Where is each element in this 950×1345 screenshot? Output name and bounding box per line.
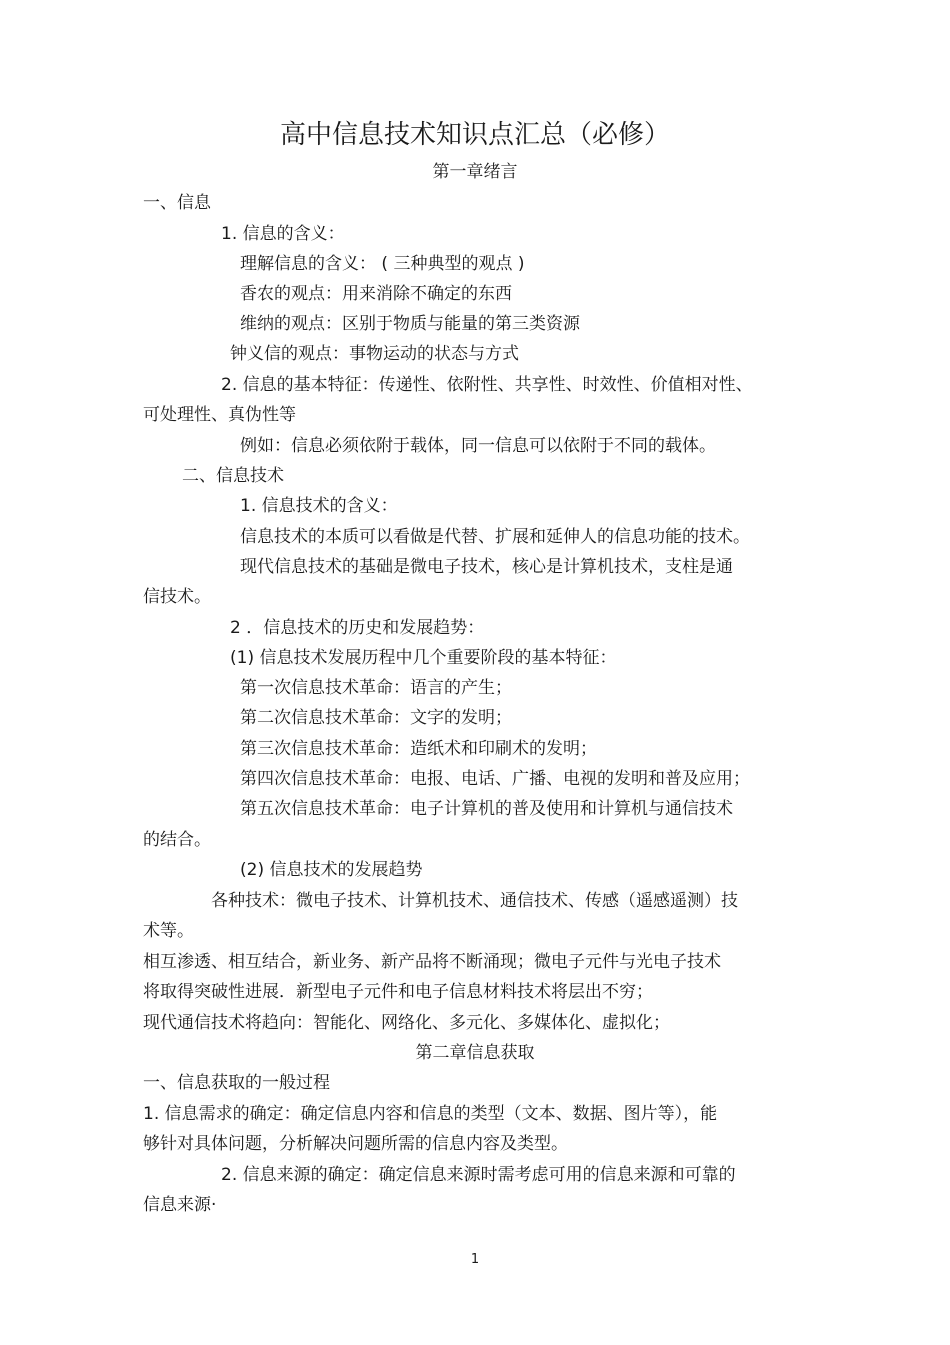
paragraph-line: 可处理性、真伪性等 bbox=[143, 405, 296, 425]
paragraph-line: 例如：信息必须依附于载体，同一信息可以依附于不同的载体。 bbox=[240, 436, 716, 456]
paragraph-line: 现代信息技术的基础是微电子技术，核心是计算机技术，支柱是通 bbox=[240, 557, 733, 577]
section-heading: 一、信息获取的一般过程 bbox=[143, 1073, 330, 1093]
subsection-heading: 2 ．信息技术的历史和发展趋势： bbox=[230, 618, 485, 638]
list-heading: (2) 信息技术的发展趋势 bbox=[240, 860, 423, 880]
paragraph-line: 各种技术：微电子技术、计算机技术、通信技术、传感（遥感遥测）技 bbox=[211, 891, 738, 911]
paragraph-line: 相互渗透、相互结合，新业务、新产品将不断涌现；微电子元件与光电子技术 bbox=[143, 952, 721, 972]
list-item: 第五次信息技术革命：电子计算机的普及使用和计算机与通信技术 bbox=[240, 799, 733, 819]
subsection-heading: 1. 信息技术的含义： bbox=[240, 496, 398, 516]
paragraph-line: 够针对具体问题，分析解决问题所需的信息内容及类型。 bbox=[143, 1134, 568, 1154]
paragraph-line: 1. 信息需求的确定：确定信息内容和信息的类型（文本、数据、图片等），能 bbox=[143, 1104, 718, 1124]
paragraph-line: 信技术。 bbox=[143, 587, 211, 607]
section-heading: 一、信息 bbox=[143, 193, 211, 213]
paragraph-line: 2. 信息来源的确定：确定信息来源时需考虑可用的信息来源和可靠的 bbox=[221, 1165, 736, 1185]
paragraph-line: 现代通信技术将趋向：智能化、网络化、多元化、多媒体化、虚拟化； bbox=[143, 1013, 670, 1033]
subsection-heading: 1. 信息的含义： bbox=[221, 224, 345, 244]
paragraph-line: 钟义信的观点：事物运动的状态与方式 bbox=[230, 344, 519, 364]
paragraph-line: 将取得突破性进展．新型电子元件和电子信息材料技术将层出不穷； bbox=[143, 982, 653, 1002]
page-number: 1 bbox=[470, 1252, 480, 1267]
paragraph-line: 信息来源· bbox=[143, 1195, 217, 1215]
list-item: 第三次信息技术革命：造纸术和印刷术的发明； bbox=[240, 739, 597, 759]
paragraph-line: 理解信息的含义： ( 三种典型的观点 ) bbox=[240, 254, 525, 274]
chapter-heading: 第一章绪言 bbox=[432, 162, 518, 182]
paragraph-line: 术等。 bbox=[143, 921, 194, 941]
list-heading: (1) 信息技术发展历程中几个重要阶段的基本特征： bbox=[230, 648, 617, 668]
list-item: 第二次信息技术革命：文字的发明； bbox=[240, 708, 512, 728]
section-heading: 二、信息技术 bbox=[182, 466, 284, 486]
document-title: 高中信息技术知识点汇总（必修） bbox=[279, 120, 670, 150]
paragraph-line: 香农的观点：用来消除不确定的东西 bbox=[240, 284, 512, 304]
list-item: 第一次信息技术革命：语言的产生； bbox=[240, 678, 512, 698]
paragraph-line: 维纳的观点：区别于物质与能量的第三类资源 bbox=[240, 314, 580, 334]
paragraph-line: 信息技术的本质可以看做是代替、扩展和延伸人的信息功能的技术。 bbox=[240, 527, 750, 547]
chapter-heading: 第二章信息获取 bbox=[415, 1043, 535, 1063]
list-item: 的结合。 bbox=[143, 830, 211, 850]
list-item: 第四次信息技术革命：电报、电话、广播、电视的发明和普及应用； bbox=[240, 769, 750, 789]
subsection-heading: 2. 信息的基本特征：传递性、依附性、共享性、时效性、价值相对性、 bbox=[221, 375, 753, 395]
